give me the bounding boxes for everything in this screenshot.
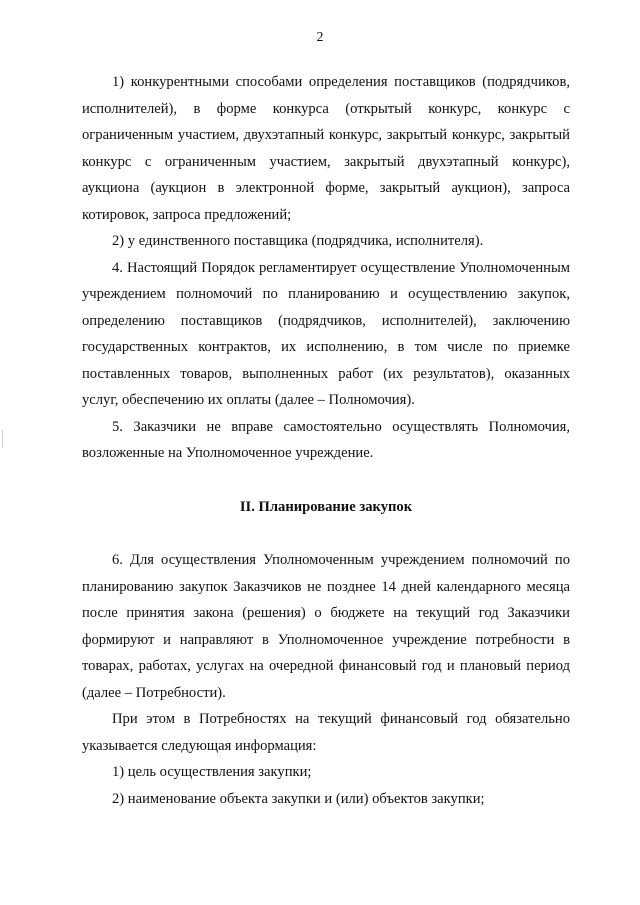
section-heading: II. Планирование закупок	[239, 498, 413, 515]
paragraph-required-info-intro: При этом в Потребностях на текущий финансовый год обязательно указывается следующая информация:	[82, 711, 570, 754]
list-item-object-name: 2) наименование объекта закупки и (или) объектов закупки;	[112, 790, 485, 807]
paragraph-item-2-single-supplier: 2) у единственного поставщика (подрядчика, исполнителя).	[112, 233, 484, 249]
paragraph-clause-6: 6. Для осуществления Уполномоченным учреждением полномочий по планированию закупок Заказчиков не позднее 14 дней календарного месяца после принятия закона (решения) о бюджете на текущий год Заказчики формируют и направляют в Уполномоченное учреждение потребности в товарах, работах, услугах на очередной финансовый год и плановый период (далее – Потребности).	[82, 552, 570, 701]
page-number: 2	[316, 30, 324, 45]
scan-edge-mark	[2, 430, 3, 448]
paragraph-clause-4: 4. Настоящий Порядок регламентирует осуществление Уполномоченным учреждением полномочий по планированию и осуществлению закупок, определению поставщиков (подрядчиков, исполнителей), заключению государственных контрактов, их исполнению, в том числе по приемке поставленных товаров, выполненных работ (их результатов), оказанных услуг, обеспечению их оплаты (далее – Полномочия).	[82, 259, 570, 408]
paragraph-item-1-competitive-methods: 1) конкурентными способами определения поставщиков (подрядчиков, исполнителей), в форме конкурса (открытый конкурс, конкурс с ограниченным участием, двухэтапный конкурс, закрытый конкурс, закрытый конкурс с ограниченным участием, закрытый двухэтапный конкурс), аукциона (аукцион в электронной форме, закрытый аукцион), запроса котировок, запроса предложений;	[82, 74, 570, 223]
paragraph-clause-5: 5. Заказчики не вправе самостоятельно осуществлять Полномочия, возложенные на Уполномоченное учреждение.	[82, 418, 570, 461]
document-body	[82, 69, 570, 812]
list-item-purpose: 1) цель осуществления закупки;	[112, 764, 312, 780]
